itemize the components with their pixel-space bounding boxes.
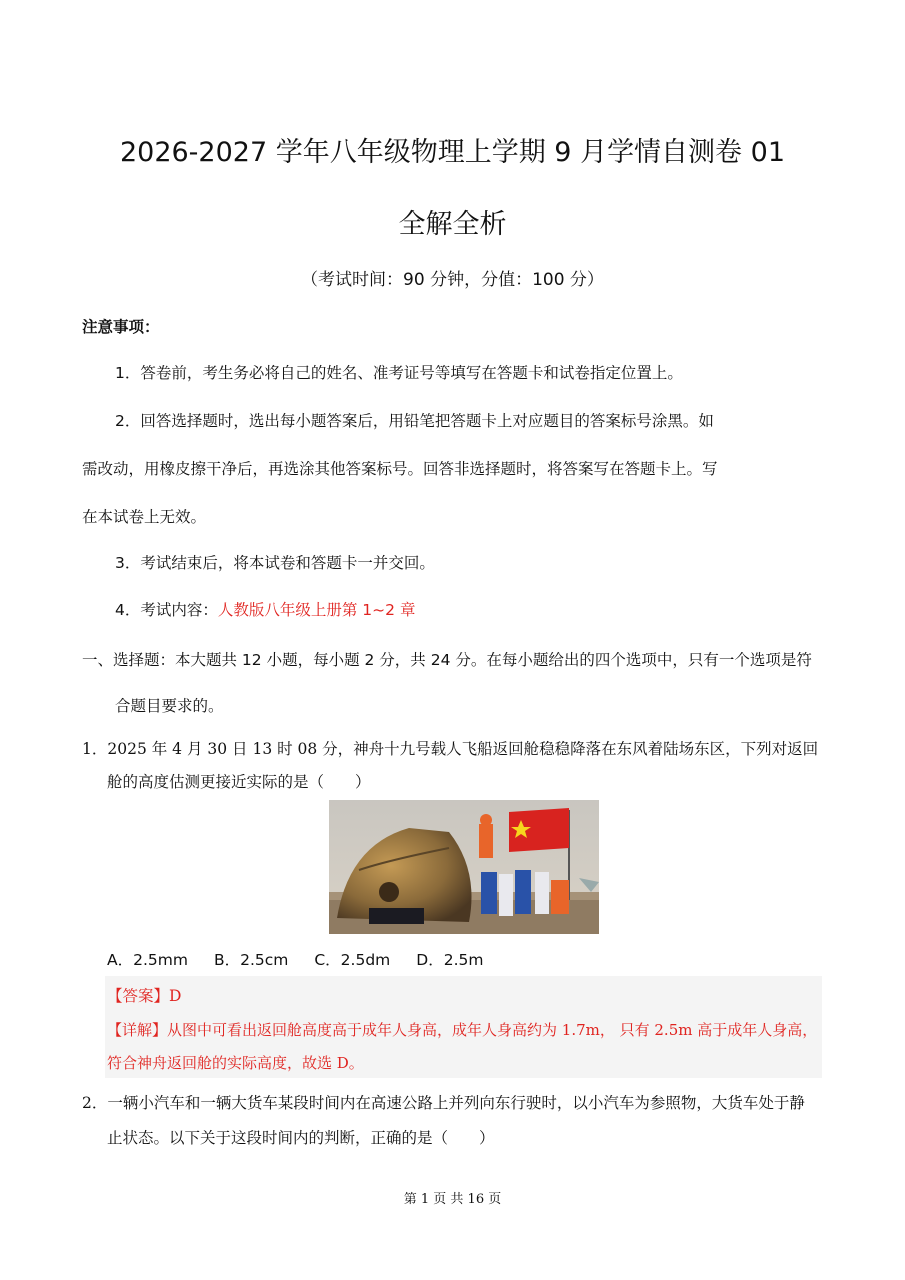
question-1-line-2: 舱的高度估测更接近实际的是（ ） xyxy=(107,773,371,791)
notice-item-2-line-3: 在本试卷上无效。 xyxy=(82,508,207,526)
page-number: 第 1 页 共 16 页 xyxy=(403,1192,502,1207)
exam-info: （考试时间：90 分钟，分值：100 分） xyxy=(301,270,604,290)
question-1-answer: 【答案】D xyxy=(107,987,182,1005)
document-title: 2026-2027 学年八年级物理上学期 9 月学情自测卷 01 xyxy=(119,137,786,168)
question-1-detail-line-1: 【详解】从图中可看出返回舱高度高于成年人身高，成年人身高约为 1.7m， 只有 2.5m 高于成年人身高， xyxy=(107,1021,818,1039)
notice-item-4-prefix: 4．考试内容： xyxy=(115,601,218,619)
question-2-line-2: 止状态。以下关于这段时间内的判断，正确的是（ ） xyxy=(107,1129,495,1147)
option-c: C．2.5dm xyxy=(314,951,391,969)
question-2-line-1: 2．一辆小汽车和一辆大货车某段时间内在高速公路上并列向东行驶时，以小汽车为参照物，大货车处于静 xyxy=(82,1094,805,1112)
section-heading-line-2: 合题目要求的。 xyxy=(115,697,224,715)
option-b: B．2.5cm xyxy=(213,951,289,969)
question-1-detail-line-2: 符合神舟返回舱的实际高度，故选 D。 xyxy=(107,1054,364,1072)
notice-item-3: 3．考试结束后，将本试卷和答题卡一并交回。 xyxy=(115,554,435,572)
exam-scope: 人教版八年级上册第 1~2 章 xyxy=(217,601,416,619)
notice-item-2-line-1: 2．回答选择题时，选出每小题答案后，用铅笔把答题卡上对应题目的答案标号涂黑。如 xyxy=(115,412,714,430)
option-d: D．2.5m xyxy=(416,951,484,969)
section-heading-line-1: 一、选择题：本大题共 12 小题，每小题 2 分，共 24 分。在每小题给出的四个选项中，只有一个选项是符 xyxy=(82,651,812,669)
capsule-landing-image xyxy=(329,800,599,934)
notice-heading: 注意事项： xyxy=(82,318,160,336)
notice-item-4 xyxy=(115,598,415,620)
notice-item-1: 1．答卷前，考生务必将自己的姓名、准考证号等填写在答题卡和试卷指定位置上。 xyxy=(115,364,683,382)
question-1-line-1: 1．2025 年 4 月 30 日 13 时 08 分，神舟十九号载人飞船返回舱稳稳降落在东风着陆场东区，下列对返回 xyxy=(82,740,819,758)
capsule-photo xyxy=(329,800,599,934)
question-1-options xyxy=(107,948,483,970)
notice-item-2-line-2: 需改动，用橡皮擦干净后，再选涂其他答案标号。回答非选择题时，将答案写在答题卡上。写 xyxy=(82,460,718,478)
document-subtitle: 全解全析 xyxy=(398,209,507,240)
option-a: A．2.5mm xyxy=(107,951,188,969)
